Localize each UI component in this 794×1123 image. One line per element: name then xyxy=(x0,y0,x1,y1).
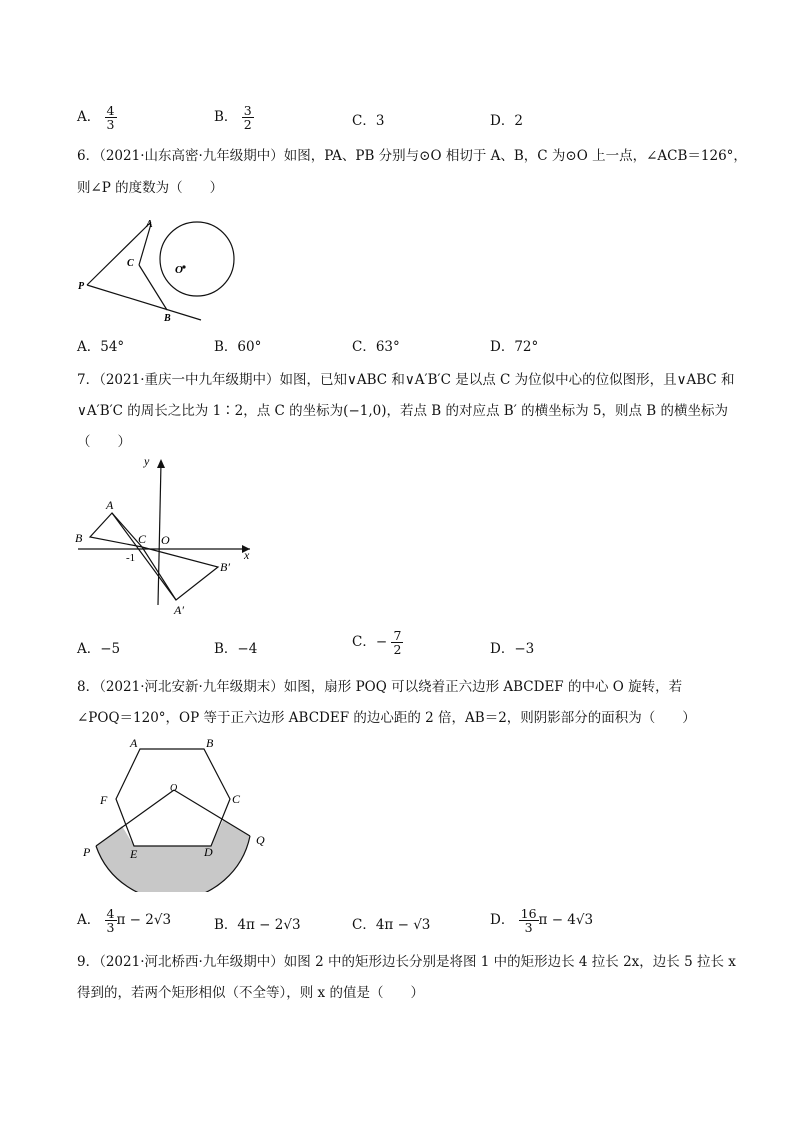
label-d: D xyxy=(204,845,213,859)
option-letter: C． xyxy=(352,113,376,129)
option-letter: C． xyxy=(352,917,376,933)
segment-ac xyxy=(139,224,151,265)
y-axis-arrow xyxy=(157,459,165,468)
q8-stem-line2: ∠POQ＝120°，OP 等于正六边形 ABCDEF 的边心距的 2 倍，AB＝2，则阴影部分的面积为（ ） xyxy=(77,710,696,726)
denominator: 3 xyxy=(524,920,533,935)
numerator: 7 xyxy=(393,628,402,643)
q6-option-c xyxy=(352,335,400,355)
option-text: 60° xyxy=(237,339,262,355)
fraction xyxy=(105,907,117,934)
q7-option-d xyxy=(490,637,534,657)
label-b: B xyxy=(75,531,83,545)
numerator: 4 xyxy=(106,906,115,921)
q9-stem-line1: 9．（2021·河北桥西·九年级期中）如图 2 中的矩形边长分别是将图 1 中的矩形边长 4 拉长 2x，边长 5 拉长 x xyxy=(77,954,736,970)
numerator: 4 xyxy=(106,103,115,118)
q8-option-c xyxy=(352,913,430,933)
segment-aap xyxy=(112,513,176,600)
label-f: F xyxy=(100,793,108,807)
circle-o xyxy=(160,222,234,296)
label-y: y xyxy=(144,455,150,468)
q6-stem-line2: 则∠P 的度数为（ ） xyxy=(77,180,224,196)
option-text: 63° xyxy=(375,339,400,355)
q7-option-a xyxy=(77,637,120,657)
q5-option-d xyxy=(490,109,523,129)
q7-stem-line2: ∨A′B′C 的周长之比为 1∶2，点 C 的坐标为(−1,0)，若点 B 的对应点 B′ 的横坐标为 5，则点 B 的横坐标为 xyxy=(77,403,728,419)
label-a: A xyxy=(130,736,138,750)
q7-option-c xyxy=(352,629,403,656)
shaded-region xyxy=(96,820,250,892)
q8-figure xyxy=(78,732,278,892)
denominator: 2 xyxy=(393,642,402,657)
label-a-prime: A′ xyxy=(174,603,184,617)
fraction xyxy=(242,104,254,131)
label-o: O xyxy=(161,533,170,547)
label-o: O xyxy=(175,264,183,276)
q8-stem-line1: 8．（2021·河北安新·九年级期末）如图，扇形 POQ 可以绕着正六边形 ABCDEF 的中心 O 旋转，若 xyxy=(77,679,683,695)
q5-option-c xyxy=(352,109,384,129)
q7-figure xyxy=(70,455,270,625)
q6-figure xyxy=(75,210,245,325)
option-text: −5 xyxy=(100,641,121,657)
numerator: 16 xyxy=(520,906,537,921)
option-letter: A． xyxy=(77,912,101,928)
option-letter: A． xyxy=(77,641,101,657)
option-letter: D． xyxy=(490,912,515,928)
label-c: C xyxy=(138,532,147,546)
triangle-apbpc xyxy=(142,547,218,600)
fraction xyxy=(105,104,117,131)
label-b: B xyxy=(164,313,171,324)
label-neg-one: -1 xyxy=(126,552,136,564)
label-c: C xyxy=(127,258,134,269)
label-p: P xyxy=(83,845,91,859)
option-letter: A． xyxy=(77,109,101,125)
label-c: C xyxy=(232,792,241,806)
q7-stem-line1: 7．（2021·重庆一中九年级期中）如图，已知∨ABC 和∨A′B′C 是以点 C 为位似中心的位似图形，且∨ABC 和 xyxy=(77,372,735,388)
option-text: 4π − 2√3 xyxy=(237,917,301,933)
option-text: 3 xyxy=(375,113,385,129)
label-b: B xyxy=(206,736,214,750)
q8-option-b xyxy=(214,913,301,933)
fraction xyxy=(519,907,539,934)
hexagon-abcdef xyxy=(116,749,230,846)
label-b-prime: B′ xyxy=(220,560,230,574)
option-letter: C． xyxy=(352,339,376,355)
label-q: Q xyxy=(256,833,265,847)
option-text: 54° xyxy=(100,339,125,355)
option-letter: B． xyxy=(214,109,238,125)
q6-option-d xyxy=(490,335,538,355)
q6-option-a xyxy=(77,335,124,355)
label-a: A xyxy=(106,498,114,512)
q8-option-a xyxy=(77,907,171,934)
option-text: 4π − √3 xyxy=(375,917,431,933)
option-letter: A． xyxy=(77,339,101,355)
q7-option-b xyxy=(214,637,257,657)
q6-stem-line1: 6．（2021·山东高密·九年级期中）如图，PA、PB 分别与⊙O 相切于 A、B，C 为⊙O 上一点，∠ACB＝126°， xyxy=(77,148,747,164)
q9-stem-line2: 得到的，若两个矩形相似（不全等），则 x 的值是（ ） xyxy=(77,985,424,1001)
option-text: π − 2√3 xyxy=(116,912,172,928)
fraction xyxy=(391,629,403,656)
denominator: 3 xyxy=(106,920,115,935)
option-text: 2 xyxy=(514,113,523,129)
option-text: −3 xyxy=(514,641,535,657)
option-letter: B． xyxy=(214,917,238,933)
denominator: 2 xyxy=(243,117,252,132)
option-letter: C． xyxy=(352,634,376,650)
option-text: 72° xyxy=(514,339,539,355)
label-o: O xyxy=(170,783,178,794)
q5-option-b xyxy=(214,104,254,131)
label-e: E xyxy=(130,847,138,861)
option-text: −4 xyxy=(237,641,258,657)
q7-stem-line3: （ ） xyxy=(77,434,131,450)
label-p: P xyxy=(78,281,85,292)
label-a: A xyxy=(146,219,153,230)
option-letter: D． xyxy=(490,339,515,355)
denominator: 3 xyxy=(106,117,115,132)
option-letter: D． xyxy=(490,641,515,657)
option-sign: − xyxy=(375,634,388,650)
label-x: x xyxy=(244,548,250,562)
option-text: π − 4√3 xyxy=(538,912,594,928)
q5-option-a xyxy=(77,104,117,131)
tangent-pa xyxy=(87,222,151,285)
q6-option-b xyxy=(214,335,261,355)
tangent-pb xyxy=(87,285,201,320)
numerator: 3 xyxy=(243,103,252,118)
radius-op xyxy=(96,790,174,846)
option-letter: B． xyxy=(214,641,238,657)
option-letter: B． xyxy=(214,339,238,355)
q8-option-d xyxy=(490,907,593,934)
option-letter: D． xyxy=(490,113,515,129)
